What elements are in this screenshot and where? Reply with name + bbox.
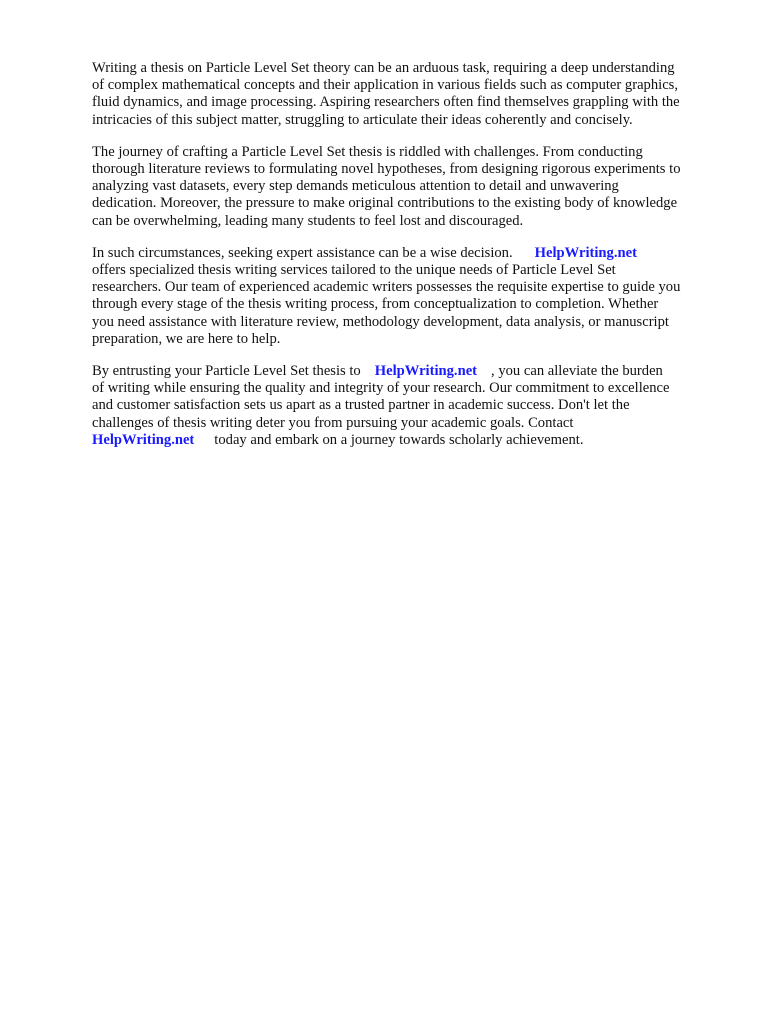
trailing-text: , you can alleviate the burden bbox=[491, 363, 663, 380]
text-line: can be overwhelming, leading many students to feel lost and discouraged. bbox=[92, 212, 524, 229]
text-line: of complex mathematical concepts and their application in various fields such as computer graphics, bbox=[92, 77, 678, 94]
text-line: intricacies of this subject matter, struggling to articulate their ideas coherently and concisely. bbox=[92, 111, 633, 128]
text-line: The journey of crafting a Particle Level Set thesis is riddled with challenges. From conducting bbox=[92, 143, 643, 160]
paragraph-challenges bbox=[92, 144, 724, 230]
text-line: analyzing vast datasets, every step demands meticulous attention to detail and unwavering bbox=[92, 178, 619, 195]
text-line: preparation, we are here to help. bbox=[92, 330, 281, 347]
text-line: you need assistance with literature review, methodology development, data analysis, or manuscript bbox=[92, 313, 669, 330]
text-line: of writing while ensuring the quality and integrity of your research. Our commitment to excellence bbox=[92, 380, 670, 397]
text-line: dedication. Moreover, the pressure to make original contributions to the existing body of knowledge bbox=[92, 195, 678, 212]
paragraph-entrusting bbox=[92, 363, 724, 449]
text-line: and customer satisfaction sets us apart as a trusted partner in academic success. Don't let the bbox=[92, 397, 630, 414]
text-line: thorough literature reviews to formulating novel hypotheses, from designing rigorous experiments to bbox=[92, 161, 681, 178]
helpwriting-link[interactable]: HelpWriting.net bbox=[92, 431, 195, 448]
lead-text: In such circumstances, seeking expert assistance can be a wise decision. bbox=[92, 244, 513, 261]
text-line bbox=[92, 432, 724, 449]
helpwriting-link[interactable]: HelpWriting.net bbox=[534, 244, 637, 261]
text-line: challenges of thesis writing deter you from pursuing your academic goals. Contact bbox=[92, 414, 574, 431]
paragraph-intro bbox=[92, 60, 724, 129]
helpwriting-link[interactable]: HelpWriting.net bbox=[374, 363, 478, 380]
closing-text: today and embark on a journey towards scholarly achievement. bbox=[214, 431, 584, 448]
text-line: fluid dynamics, and image processing. Aspiring researchers often find themselves grappling with the bbox=[92, 94, 680, 111]
text-line bbox=[92, 363, 724, 380]
text-line: researchers. Our team of experienced academic writers possesses the requisite expertise to guide you bbox=[92, 279, 681, 296]
text-line: Writing a thesis on Particle Level Set theory can be an arduous task, requiring a deep understanding bbox=[92, 60, 675, 76]
document-page bbox=[92, 60, 724, 464]
text-line bbox=[92, 245, 724, 262]
lead-text: By entrusting your Particle Level Set thesis to bbox=[92, 363, 361, 380]
text-line: offers specialized thesis writing services tailored to the unique needs of Particle Level Set bbox=[92, 262, 616, 279]
paragraph-assistance bbox=[92, 245, 724, 348]
text-line: through every stage of the thesis writing process, from conceptualization to completion. Whether bbox=[92, 296, 659, 313]
